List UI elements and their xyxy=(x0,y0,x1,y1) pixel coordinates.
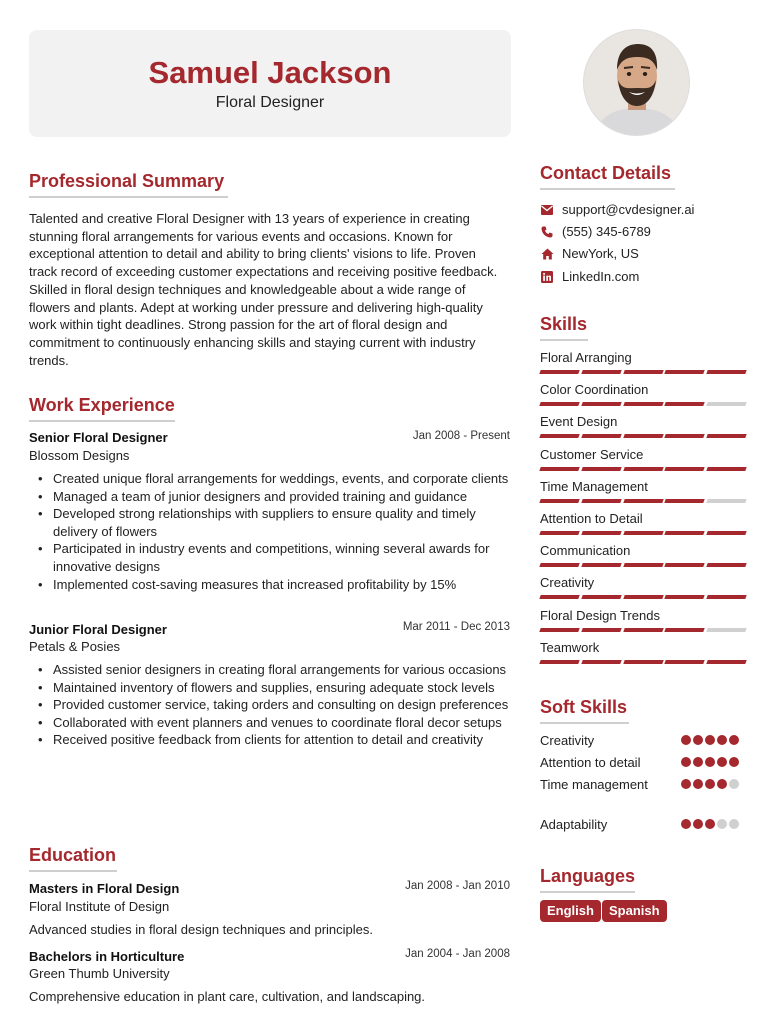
languages-title xyxy=(540,866,635,887)
skill-bar-segment xyxy=(665,499,705,503)
profile-photo xyxy=(583,29,690,136)
skill-bar-segment xyxy=(665,628,705,632)
skill-bar-segment xyxy=(539,531,579,535)
soft-skill-rating xyxy=(681,779,739,789)
soft-skills-title-underline xyxy=(540,722,629,724)
skill-bar-segment xyxy=(623,402,663,406)
rating-dot xyxy=(729,779,739,789)
skill-name: Time Management xyxy=(540,478,648,494)
skill-bar-segment xyxy=(665,563,705,567)
skill-level-bar xyxy=(540,402,746,407)
job-date: Mar 2011 - Dec 2013 xyxy=(402,621,510,633)
skills-title-underline xyxy=(540,339,588,341)
job-bullet: • Provided customer service, taking orders and consulting on design preferences xyxy=(29,696,513,714)
summary-title-text: Professional Summary xyxy=(29,171,225,191)
skill-bar-segment xyxy=(581,563,621,567)
skill-bar-segment xyxy=(665,467,705,471)
rating-dot xyxy=(681,735,691,745)
contact-title-underline xyxy=(540,188,675,190)
job-bullet: • Participated in industry events and competitions, winning several awards for innovative designs xyxy=(29,540,513,575)
skill-bar-segment xyxy=(706,370,746,374)
job-bullets xyxy=(29,470,513,593)
soft-skill-rating xyxy=(681,735,739,745)
job-bullets xyxy=(29,661,513,749)
rating-dot xyxy=(693,757,703,767)
skill-name: Creativity xyxy=(540,575,595,591)
skill-bar-segment xyxy=(581,531,621,535)
education-desc: Advanced studies in floral design techniques and principles. xyxy=(29,922,373,937)
skill-bar-segment xyxy=(665,595,705,599)
rating-dot xyxy=(681,819,691,829)
contact-email-text: support@cvdesigner.ai xyxy=(562,202,695,217)
education-date: Jan 2008 - Jan 2010 xyxy=(405,880,510,892)
skills-title xyxy=(540,314,587,335)
education-school: Green Thumb University xyxy=(29,966,170,981)
skill-name: Color Coordination xyxy=(540,382,649,398)
soft-skills-title xyxy=(540,697,627,718)
education-title xyxy=(29,845,116,866)
skill-bar-segment xyxy=(706,434,746,438)
skill-level-bar xyxy=(540,628,746,633)
rating-dot xyxy=(693,779,703,789)
rating-dot xyxy=(693,819,703,829)
skill-bar-segment xyxy=(539,628,579,632)
contact-phone[interactable] xyxy=(540,224,651,239)
header-box xyxy=(29,30,511,137)
skills-title-text: Skills xyxy=(540,314,588,334)
skill-level-bar xyxy=(540,434,746,439)
experience-title xyxy=(29,395,175,416)
education-degree: Masters in Floral Design xyxy=(29,881,180,896)
job-bullet: • Developed strong relationships with suppliers to ensure quality and timely delivery of flowers xyxy=(29,505,513,540)
skill-bar-segment xyxy=(623,370,663,374)
job-date: Jan 2008 - Present xyxy=(412,430,510,442)
languages-title-text: Languages xyxy=(540,866,636,886)
skill-level-bar xyxy=(540,531,746,536)
contact-linkedin[interactable] xyxy=(540,269,639,284)
summary-title-underline xyxy=(29,196,228,198)
skill-bar-segment xyxy=(581,499,621,503)
contact-location xyxy=(540,246,639,261)
job-bullet: • Created unique floral arrangements for weddings, events, and corporate clients xyxy=(29,470,513,488)
rating-dot xyxy=(717,819,727,829)
skill-level-bar xyxy=(540,467,746,472)
skill-bar-segment xyxy=(581,467,621,471)
contact-location-text: NewYork, US xyxy=(562,246,639,261)
skill-bar-segment xyxy=(581,370,621,374)
skill-bar-segment xyxy=(539,595,579,599)
soft-skills-title-text: Soft Skills xyxy=(540,697,628,717)
skill-level-bar xyxy=(540,660,746,665)
skill-bar-segment xyxy=(706,402,746,406)
job-bullet: • Collaborated with event planners and venues to coordinate floral decor setups xyxy=(29,714,513,732)
skill-name: Customer Service xyxy=(540,446,644,462)
rating-dot xyxy=(705,819,715,829)
skill-bar-segment xyxy=(665,402,705,406)
job-bullet: • Managed a team of junior designers and provided training and guidance xyxy=(29,488,513,506)
skill-bar-segment xyxy=(706,531,746,535)
education-title-underline xyxy=(29,870,117,872)
job-company: Petals & Posies xyxy=(29,639,121,654)
skill-bar-segment xyxy=(623,628,663,632)
rating-dot xyxy=(717,757,727,767)
skill-bar-segment xyxy=(706,467,746,471)
skill-bar-segment xyxy=(706,563,746,567)
skill-bar-segment xyxy=(623,434,663,438)
skill-bar-segment xyxy=(539,499,579,503)
skill-bar-segment xyxy=(706,499,746,503)
job-bullet: • Received positive feedback from clients for attention to detail and creativity xyxy=(29,731,513,749)
contact-email[interactable] xyxy=(540,202,694,217)
summary-text: Talented and creative Floral Designer with 13 years of experience in creating stunning floral arrangements for various events and occasions. Known for exceptional attention to detail and ability to bring clients' visions to life. Proven track record of exceeding customer expectations and receiving positive feedback. Skilled in floral design techniques and knowledgeable about a wide range of flowers and plants. Adept at working under pressure and delivering high-quality work within tight deadlines. Strong passion for the art of floral design and commitment to continuously enhancing skills and staying current with industry trends. xyxy=(29,211,498,368)
summary-title xyxy=(29,171,224,192)
rating-dot xyxy=(705,779,715,789)
rating-dot xyxy=(681,757,691,767)
language-badge: English xyxy=(540,900,601,922)
education-date: Jan 2004 - Jan 2008 xyxy=(405,948,510,960)
rating-dot xyxy=(729,735,739,745)
rating-dot xyxy=(729,819,739,829)
skill-bar-segment xyxy=(581,660,621,664)
experience-title-underline xyxy=(29,420,175,422)
soft-skill-rating xyxy=(681,819,739,829)
skill-level-bar xyxy=(540,499,746,504)
skill-level-bar xyxy=(540,563,746,568)
skill-level-bar xyxy=(540,370,746,375)
skill-bar-segment xyxy=(623,499,663,503)
rating-dot xyxy=(729,757,739,767)
rating-dot xyxy=(705,757,715,767)
skill-bar-segment xyxy=(539,563,579,567)
job-title: Senior Floral Designer xyxy=(29,430,168,445)
skill-name: Floral Arranging xyxy=(540,350,632,365)
soft-skill-name: Time management xyxy=(540,777,648,792)
profile-photo-illustration xyxy=(584,30,690,136)
education-degree: Bachelors in Horticulture xyxy=(29,949,185,964)
skill-bar-segment xyxy=(581,628,621,632)
education-title-text: Education xyxy=(29,845,117,865)
soft-skill-name: Attention to detail xyxy=(540,755,641,770)
skill-bar-segment xyxy=(623,531,663,535)
skill-name: Communication xyxy=(540,543,631,559)
rating-dot xyxy=(705,735,715,745)
home-icon xyxy=(540,247,554,261)
job-bullet: • Implemented cost-saving measures that increased profitability by 15% xyxy=(29,576,513,594)
skill-bar-segment xyxy=(706,628,746,632)
skill-bar-segment xyxy=(623,595,663,599)
soft-skill-name: Creativity xyxy=(540,733,595,748)
job-company: Blossom Designs xyxy=(29,448,130,463)
language-badge: Spanish xyxy=(602,900,667,922)
skill-bar-segment xyxy=(706,595,746,599)
skill-name: Attention to Detail xyxy=(540,511,643,526)
contact-title-text: Contact Details xyxy=(540,163,672,183)
education-desc: Comprehensive education in plant care, cultivation, and landscaping. xyxy=(29,989,426,1004)
skill-bar-segment xyxy=(581,402,621,406)
soft-skill-name: Adaptability xyxy=(540,817,608,832)
skill-name: Floral Design Trends xyxy=(540,607,660,623)
rating-dot xyxy=(693,735,703,745)
experience-title-text: Work Experience xyxy=(29,395,175,415)
skill-bar-segment xyxy=(539,660,579,664)
skill-bar-segment xyxy=(539,434,579,438)
education-school: Floral Institute of Design xyxy=(29,899,170,914)
rating-dot xyxy=(717,779,727,789)
skill-bar-segment xyxy=(665,370,705,374)
skill-bar-segment xyxy=(665,434,705,438)
contact-title xyxy=(540,163,671,184)
skill-bar-segment xyxy=(539,467,579,471)
job-bullet: • Maintained inventory of flowers and supplies, ensuring adequate stock levels xyxy=(29,679,513,697)
skill-name: Event Design xyxy=(540,414,618,430)
skill-bar-segment xyxy=(665,660,705,664)
skill-bar-segment xyxy=(706,660,746,664)
skill-bar-segment xyxy=(539,370,579,374)
envelope-icon xyxy=(540,203,554,217)
rating-dot xyxy=(681,779,691,789)
skill-name: Teamwork xyxy=(540,639,600,655)
skill-bar-segment xyxy=(581,434,621,438)
candidate-name: Samuel Jackson xyxy=(148,55,392,90)
languages-title-underline xyxy=(540,891,635,893)
skill-bar-segment xyxy=(623,563,663,567)
job-bullet: • Assisted senior designers in creating floral arrangements for various occasions xyxy=(29,661,513,679)
skill-bar-segment xyxy=(581,595,621,599)
candidate-role: Floral Designer xyxy=(215,94,325,111)
phone-icon xyxy=(540,225,554,239)
linkedin-icon xyxy=(540,270,554,284)
job-title: Junior Floral Designer xyxy=(29,622,167,637)
contact-linkedin-text: LinkedIn.com xyxy=(562,269,640,284)
skill-level-bar xyxy=(540,595,746,600)
contact-phone-text: (555) 345-6789 xyxy=(562,224,651,239)
skill-bar-segment xyxy=(623,660,663,664)
rating-dot xyxy=(717,735,727,745)
skill-bar-segment xyxy=(665,531,705,535)
skill-bar-segment xyxy=(539,402,579,406)
soft-skill-rating xyxy=(681,757,739,767)
skill-bar-segment xyxy=(623,467,663,471)
